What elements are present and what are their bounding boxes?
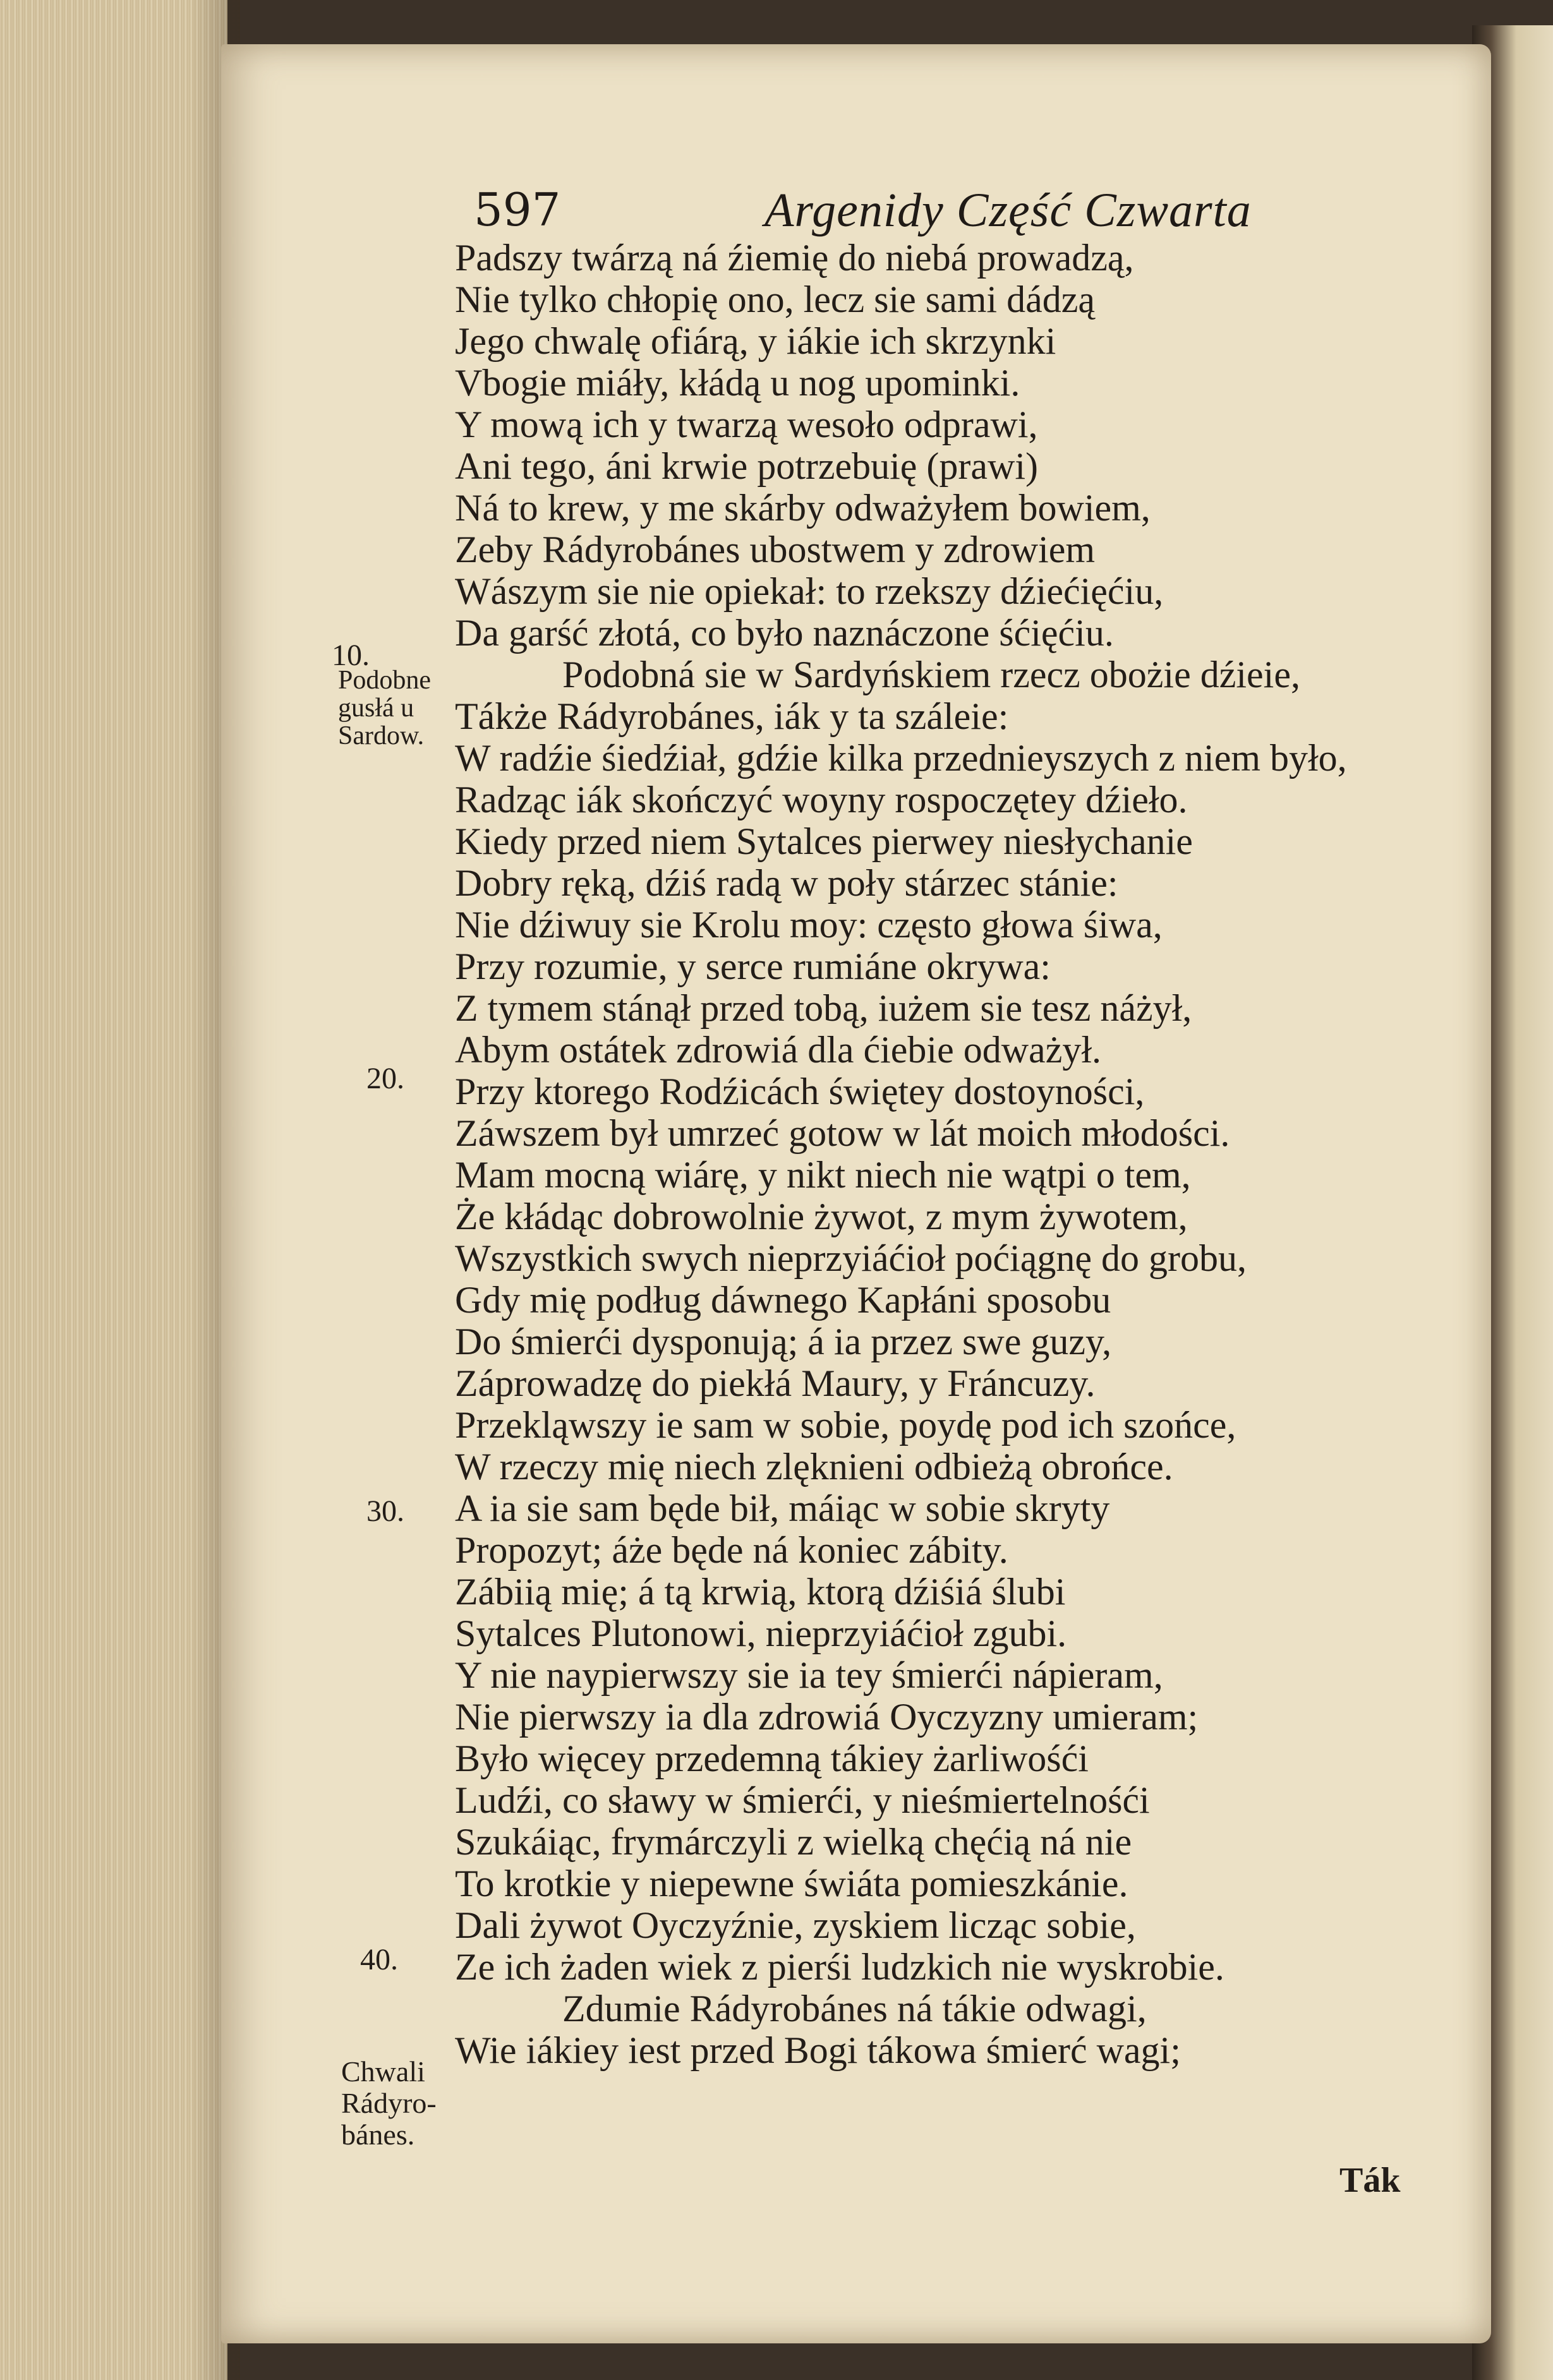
verse-line: Da garść złotá, co było naznáczone śćięćiu. (455, 612, 1114, 654)
verse-line: Ludźi, co sławy w śmierći, y nieśmiertelnośći (455, 1779, 1150, 1821)
margin-note-line: Chwali (341, 2055, 425, 2088)
margin-note-line: Sardow. (338, 721, 425, 750)
verse-line: Przy ktorego Rodźicách świętey dostoyności, (455, 1071, 1145, 1112)
margin-note-line: Rádyro- (341, 2087, 437, 2119)
verse-line: Radząc iák skończyć woyny rospoczętey dźieło. (455, 779, 1188, 820)
verse-line: Padszy twárzą ná źiemię do niebá prowadzą, (455, 237, 1134, 279)
verse-line: Vbogie miáły, kłádą u nog upominki. (455, 362, 1020, 404)
margin-note-line: bánes. (341, 2119, 415, 2151)
margin-note-line: Podobne (338, 666, 431, 695)
catchword: Ták (1339, 2161, 1401, 2200)
verse-line: Że kłádąc dobrowolnie żywot, z mym żywotem, (455, 1196, 1188, 1237)
verse-line: W rzeczy mię niech zlęknieni odbieżą obrońce. (455, 1446, 1173, 1488)
page-number: 597 (474, 183, 561, 236)
verse-line: Do śmierći dysponują; á ia przez swe guzy, (455, 1321, 1112, 1362)
verse-line: Z tymem stánął przed tobą, iużem sie tesz náżył, (455, 987, 1192, 1029)
verse-line: Było więcey przedemną tákiey żarliwośći (455, 1738, 1089, 1779)
verse-line: Szukáiąc, frymárczyli z wielką chęćią ná nie (455, 1821, 1132, 1863)
verse-text-block (455, 237, 1441, 2071)
verse-line: Nie pierwszy ia dla zdrowiá Oyczyzny umieram; (455, 1696, 1199, 1738)
verse-line: Y mową ich y twarzą wesoło odprawi, (455, 404, 1038, 445)
verse-line: Przy rozumie, y serce rumiáne okrywa: (455, 946, 1051, 987)
verse-line: Ze ich żaden wiek z pierśi ludzkich nie wyskrobie. (455, 1946, 1224, 1988)
verse-line: W radźie śiedźiał, gdźie kilka przednieyszych z niem było, (455, 737, 1347, 779)
verse-line: Y nie naypierwszy sie ia tey śmierći nápieram, (455, 1654, 1163, 1696)
line-number-10: 10. (332, 639, 370, 672)
verse-line: Propozyt; áże będe ná koniec zábity. (455, 1529, 1008, 1571)
margin-note-chwali (341, 2056, 437, 2151)
verse-line: Dobry ręką, dźiś radą w poły stárzec stánie: (455, 862, 1118, 904)
verse-line: Gdy mię podług dáwnego Kapłáni sposobu (455, 1279, 1111, 1321)
verse-line: To krotkie y niepewne świáta pomieszkánie. (455, 1863, 1128, 1904)
running-head: Argenidy Część Czwarta (764, 184, 1252, 237)
line-number-30: 30. (366, 1494, 404, 1528)
verse-line: Wászym sie nie opiekał: to rzekszy dźiećięćiu, (455, 570, 1164, 612)
verse-line: Kiedy przed niem Sytalces pierwey niesłychanie (455, 820, 1193, 862)
verse-line: Wszystkich swych nieprzyiáćioł poćiągnę do grobu, (455, 1237, 1247, 1279)
verse-line: Wie iákiey iest przed Bogi tákowa śmierć wagi; (455, 2029, 1181, 2071)
verse-line: Przekląwszy ie sam w sobie, poydę pod ich szońce, (455, 1404, 1236, 1446)
verse-line: Zeby Rádyrobánes ubostwem y zdrowiem (455, 529, 1096, 570)
verse-line: Nie tylko chłopię ono, lecz sie sami dádzą (455, 279, 1095, 320)
verse-line: Abym ostátek zdrowiá dla ćiebie odważył. (455, 1029, 1101, 1071)
margin-note-line: gusłá u (338, 694, 414, 723)
verse-line: Ani tego, áni krwie potrzebuię (prawi) (455, 445, 1038, 487)
verse-line: Tákże Rádyrobánes, iák y ta száleie: (455, 695, 1009, 737)
line-number-20: 20. (366, 1062, 404, 1095)
verse-line: Zdumie Rádyrobánes ná tákie odwagi, (562, 1988, 1147, 2029)
verse-line: Nie dźiwuy sie Krolu moy: często głowa śiwa, (455, 904, 1163, 946)
verse-line: Mam mocną wiárę, y nikt niech nie wątpi o tem, (455, 1154, 1191, 1196)
verse-line: Zábiią mię; á tą krwią, ktorą dźiśiá ślubi (455, 1571, 1066, 1613)
verse-line: Sytalces Plutonowi, nieprzyiáćioł zgubi. (455, 1613, 1067, 1654)
verse-line: Záwszem był umrzeć gotow w lát moich młodości. (455, 1112, 1230, 1154)
verse-line: Dali żywot Oyczyźnie, zyskiem licząc sobie, (455, 1904, 1136, 1946)
verse-line: Podobná sie w Sardyńskiem rzecz obożie dźieie, (562, 654, 1300, 695)
margin-note-podobne (338, 666, 431, 750)
verse-line: Jego chwalę ofiárą, y iákie ich skrzynki (455, 320, 1056, 362)
verse-line: Ná to krew, y me skárby odważyłem bowiem, (455, 487, 1151, 529)
verse-line: Záprowadzę do piekłá Maury, y Fráncuzy. (455, 1362, 1096, 1404)
line-number-40: 40. (360, 1943, 398, 1976)
verse-line: A ia sie sam będe bił, máiąc w sobie skryty (455, 1488, 1110, 1529)
